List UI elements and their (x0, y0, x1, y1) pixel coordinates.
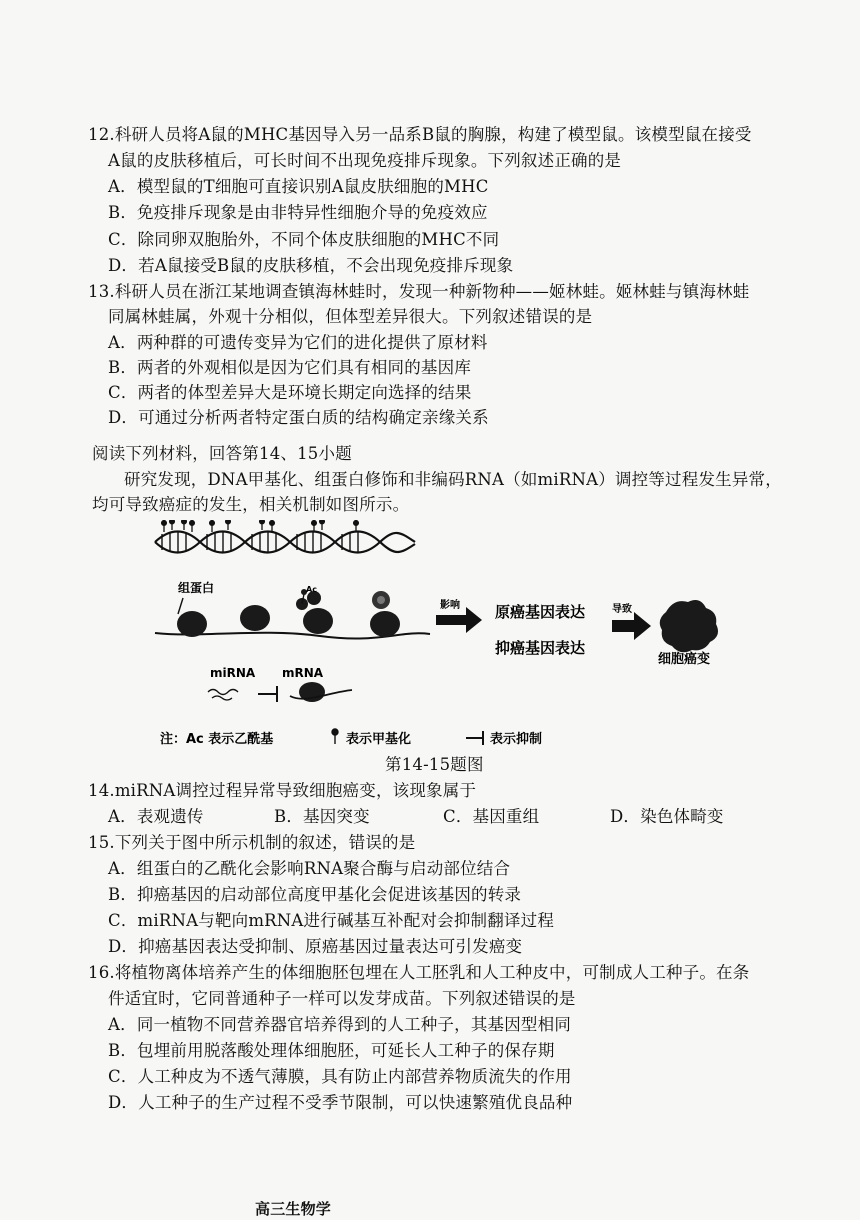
q13-option-b: B．两者的外观相似是因为它们具有相同的基因库 (108, 358, 472, 377)
q14-option-d: D．染色体畸变 (610, 807, 724, 826)
q14-option-b: B．基因突变 (274, 807, 370, 826)
influence-label: 影响 (440, 600, 460, 611)
mirna-label: miRNA (210, 666, 256, 680)
mirna-squiggle (208, 690, 238, 701)
ac-label: Ac (306, 585, 317, 594)
note-inhibit: 表示抑制 (490, 732, 543, 747)
q16-option-d: D．人工种子的生产过程不受季节限制，可以快速繁殖优良品种 (108, 1093, 573, 1112)
mechanism-figure (0, 520, 860, 780)
q13-stem-line2: 同属林蛙属，外观十分相似，但体型差异很大。下列叙述错误的是 (108, 307, 593, 326)
q15-option-a: A．组蛋白的乙酰化会影响RNA聚合酶与启动部位结合 (108, 859, 511, 878)
methylation-pins (162, 520, 359, 532)
q13-stem-line1: 13.科研人员在浙江某地调查镇海林蛙时，发现一种新物种——姬林蛙。姬林蛙与镇海林蛙 (88, 282, 750, 301)
reading-paragraph-line1: 研究发现，DNA甲基化、组蛋白修饰和非编码RNA（如miRNA）调控等过程发生异常， (124, 470, 782, 489)
note-inhibit-icon (466, 731, 483, 745)
proto-oncogene-label: 原癌基因表达 (495, 603, 586, 621)
cancer-cell-icon (660, 600, 718, 652)
tumor-suppressor-label: 抑癌基因表达 (495, 639, 586, 657)
q12-option-a: A．模型鼠的T细胞可直接识别A鼠皮肤细胞的MHC (108, 177, 489, 196)
q12-stem-line1: 12.科研人员将A鼠的MHC基因导入另一品系B鼠的胸腺，构建了模型鼠。该模型鼠在接受 (88, 125, 752, 144)
q12-stem-line2: A鼠的皮肤移植后，可长时间不出现免疫排斥现象。下列叙述正确的是 (108, 151, 622, 170)
nucleosomes (177, 589, 400, 637)
histone-pointer (178, 598, 183, 614)
q16-stem-line1: 16.将植物离体培养产生的体细胞胚包埋在人工胚乳和人工种皮中，可制成人工种子。在条 (88, 963, 750, 982)
lead-to-arrow (612, 612, 651, 640)
q14-option-a: A．表观遗传 (108, 807, 204, 826)
histone-label: 组蛋白 (178, 581, 215, 595)
mrna-label: mRNA (282, 666, 324, 680)
footer-label: 高三生物学 (255, 1200, 332, 1218)
q15-option-b: B．抑癌基因的启动部位高度甲基化会促进该基因的转录 (108, 885, 522, 904)
q13-option-c: C．两者的体型差异大是环境长期定向选择的结果 (108, 383, 472, 402)
reading-paragraph-line2: 均可导致癌症的发生，相关机制如图所示。 (92, 495, 410, 514)
methyl-pin-icon (332, 729, 338, 744)
q14-option-c: C．基因重组 (443, 807, 540, 826)
q16-option-b: B．包埋前用脱落酸处理体细胞胚，可延长人工种子的保存期 (108, 1041, 555, 1060)
q12-option-b: B．免疫排斥现象是由非特异性细胞介导的免疫效应 (108, 203, 488, 222)
q12-option-c: C．除同卵双胞胎外，不同个体皮肤细胞的MHC不同 (108, 230, 500, 249)
q15-option-d: D．抑癌基因表达受抑制、原癌基因过量表达可引发癌变 (108, 937, 523, 956)
q12-option-d: D．若A鼠接受B鼠的皮肤移植，不会出现免疫排斥现象 (108, 256, 514, 275)
cancer-label: 细胞癌变 (658, 652, 711, 667)
inhibit-symbol (258, 686, 277, 702)
note-ac: 注：Ac 表示乙酰基 (160, 732, 274, 747)
lead-to-label: 导致 (612, 604, 632, 615)
q15-stem: 15.下列关于图中所示机制的叙述，错误的是 (88, 833, 416, 852)
reading-intro: 阅读下列材料，回答第14、15小题 (92, 444, 352, 463)
figure-caption: 第14-15题图 (385, 755, 484, 774)
q14-stem: 14.miRNA调控过程异常导致细胞癌变，该现象属于 (88, 781, 477, 800)
q16-stem-line2: 件适宜时，它同普通种子一样可以发芽成苗。下列叙述错误的是 (108, 989, 576, 1008)
q16-option-a: A．同一植物不同营养器官培养得到的人工种子，其基因型相同 (108, 1015, 572, 1034)
dna-helix (155, 532, 415, 553)
q16-option-c: C．人工种皮为不透气薄膜，具有防止内部营养物质流失的作用 (108, 1067, 572, 1086)
q15-option-c: C．miRNA与靶向mRNA进行碱基互补配对会抑制翻译过程 (108, 911, 555, 930)
note-methyl: 表示甲基化 (346, 732, 412, 747)
q13-option-d: D．可通过分析两者特定蛋白质的结构确定亲缘关系 (108, 408, 489, 427)
q13-option-a: A．两种群的可遗传变异为它们的进化提供了原材料 (108, 333, 488, 352)
